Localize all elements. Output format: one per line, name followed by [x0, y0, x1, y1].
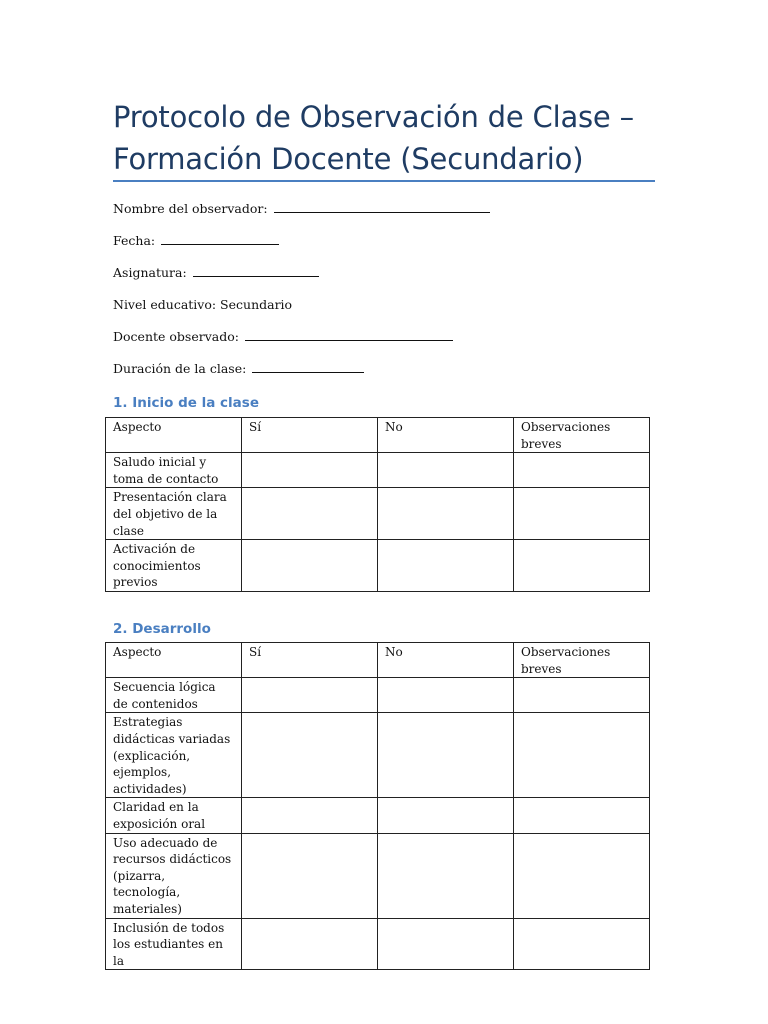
- no-cell[interactable]: [378, 453, 514, 488]
- observer-blank[interactable]: [274, 202, 490, 213]
- date-field[interactable]: [113, 233, 279, 248]
- si-cell[interactable]: [242, 918, 378, 970]
- section2-table: [105, 642, 650, 970]
- teacher-label: Docente observado:: [113, 329, 239, 344]
- no-cell[interactable]: [378, 540, 514, 592]
- no-cell[interactable]: [378, 678, 514, 713]
- subject-field[interactable]: [113, 265, 319, 280]
- level-field: [113, 297, 292, 312]
- aspect-cell: Inclusión de todos los estudiantes en la: [106, 918, 242, 970]
- title-line-1: Protocolo de Observación de Clase –: [113, 100, 634, 134]
- observations-cell[interactable]: [514, 678, 650, 713]
- aspect-cell: Uso adecuado de recursos didácticos (pizarra, tecnología, materiales): [106, 833, 242, 918]
- observer-label: Nombre del observador:: [113, 201, 268, 216]
- table-row: [106, 918, 650, 970]
- aspect-cell: Saludo inicial y toma de contacto: [106, 453, 242, 488]
- table-header-row: [106, 418, 650, 453]
- section1-table: [105, 417, 650, 592]
- no-cell[interactable]: [378, 833, 514, 918]
- header-aspecto: Aspecto: [106, 643, 242, 678]
- table-row: [106, 798, 650, 833]
- title-underline: [113, 180, 655, 182]
- section2-heading: 2. Desarrollo: [113, 621, 211, 637]
- date-label: Fecha:: [113, 233, 156, 248]
- duration-label: Duración de la clase:: [113, 361, 247, 376]
- si-cell[interactable]: [242, 453, 378, 488]
- duration-blank[interactable]: [252, 362, 364, 373]
- table-row: [106, 833, 650, 918]
- duration-field[interactable]: [113, 361, 364, 376]
- header-aspecto: Aspecto: [106, 418, 242, 453]
- subject-blank[interactable]: [193, 266, 319, 277]
- title-line-2: Formación Docente (Secundario): [113, 142, 584, 176]
- teacher-blank[interactable]: [245, 330, 453, 341]
- observations-cell[interactable]: [514, 453, 650, 488]
- observations-cell[interactable]: [514, 540, 650, 592]
- document-title: [113, 96, 655, 180]
- table-row: [106, 678, 650, 713]
- observer-field[interactable]: [113, 201, 490, 216]
- observations-cell[interactable]: [514, 918, 650, 970]
- header-si: Sí: [242, 643, 378, 678]
- table-row: [106, 540, 650, 592]
- section1-heading: 1. Inicio de la clase: [113, 395, 259, 411]
- no-cell[interactable]: [378, 713, 514, 798]
- aspect-cell: Secuencia lógica de contenidos: [106, 678, 242, 713]
- no-cell[interactable]: [378, 798, 514, 833]
- header-no: No: [378, 418, 514, 453]
- observations-cell[interactable]: [514, 798, 650, 833]
- aspect-cell: Claridad en la exposición oral: [106, 798, 242, 833]
- observations-cell[interactable]: [514, 713, 650, 798]
- si-cell[interactable]: [242, 488, 378, 540]
- teacher-field[interactable]: [113, 329, 453, 344]
- level-text: Nivel educativo: Secundario: [113, 297, 293, 312]
- si-cell[interactable]: [242, 833, 378, 918]
- header-observaciones: Observaciones breves: [514, 643, 650, 678]
- date-blank[interactable]: [161, 234, 279, 245]
- si-cell[interactable]: [242, 713, 378, 798]
- header-observaciones: Observaciones breves: [514, 418, 650, 453]
- table-header-row: [106, 643, 650, 678]
- no-cell[interactable]: [378, 488, 514, 540]
- table-row: [106, 488, 650, 540]
- aspect-cell: Estrategias didácticas variadas (explicación, ejemplos, actividades): [106, 713, 242, 798]
- no-cell[interactable]: [378, 918, 514, 970]
- aspect-cell: Activación de conocimientos previos: [106, 540, 242, 592]
- header-si: Sí: [242, 418, 378, 453]
- aspect-cell: Presentación clara del objetivo de la clase: [106, 488, 242, 540]
- si-cell[interactable]: [242, 798, 378, 833]
- table-row: [106, 453, 650, 488]
- table-row: [106, 713, 650, 798]
- subject-label: Asignatura:: [113, 265, 187, 280]
- si-cell[interactable]: [242, 678, 378, 713]
- si-cell[interactable]: [242, 540, 378, 592]
- observations-cell[interactable]: [514, 488, 650, 540]
- observations-cell[interactable]: [514, 833, 650, 918]
- header-no: No: [378, 643, 514, 678]
